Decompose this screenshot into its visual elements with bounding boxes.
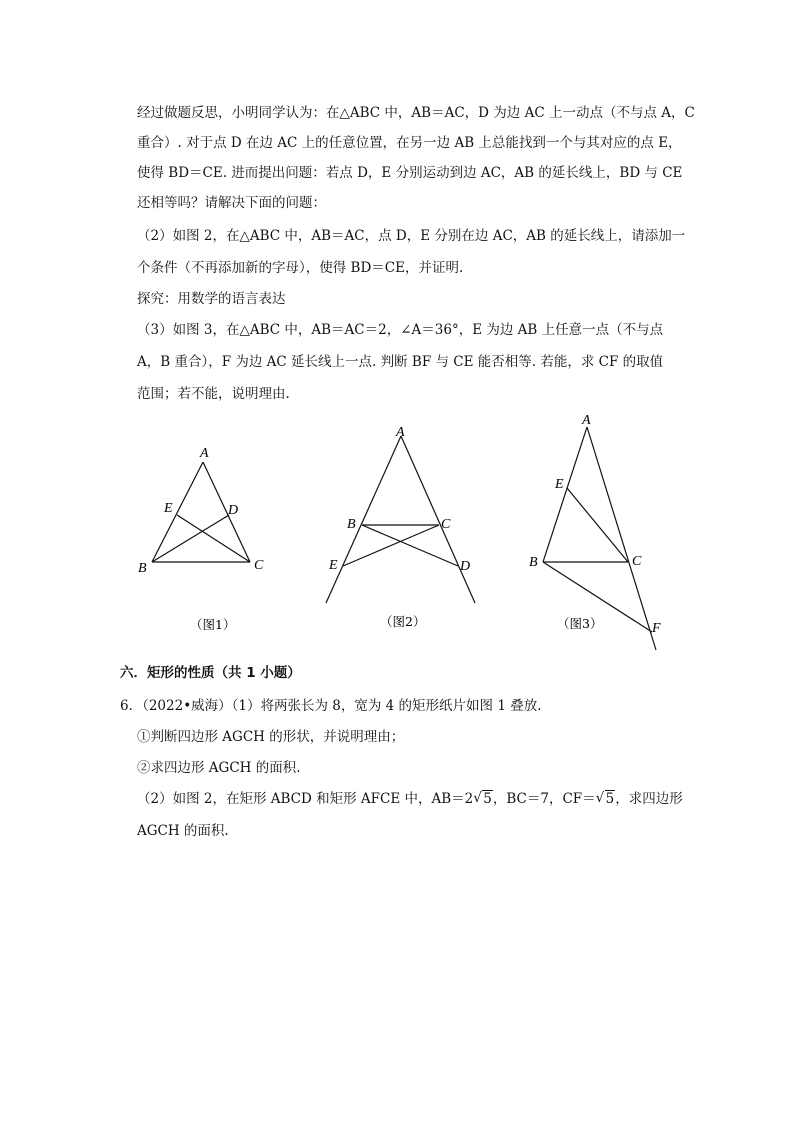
fig2-caption: （图2） xyxy=(380,614,426,629)
sqrt-5-b xyxy=(596,789,616,809)
text-line-5: （2）如图 2，在△ABC 中，AB＝AC，点 D，E 分别在边 AC，AB 的延长线上，请添加一 xyxy=(137,228,686,244)
problem-6-line-1: 6．（2022•威海）（1）将两张长为 8，宽为 4 的矩形纸片如图 1 叠放. xyxy=(120,698,542,714)
fig2-label-b: B xyxy=(347,517,356,532)
part-2-prefix: （2）如图 2，在矩形 ABCD 和矩形 AFCE 中，AB＝2 xyxy=(137,791,474,807)
text-line-4: 还相等吗？请解决下面的问题： xyxy=(137,195,326,211)
fig1-caption: （图1） xyxy=(190,617,236,632)
part-2-suffix: ，求四边形 xyxy=(615,791,683,807)
fig2-label-c: C xyxy=(441,517,451,532)
text-line-8: （3）如图 3，在△ABC 中，AB＝AC＝2，∠A＝36°，E 为边 AB 上任意一点（不与点 xyxy=(137,322,664,338)
fig3-label-f: F xyxy=(652,621,661,636)
text-line-9: A，B 重合），F 为边 AC 延长线上一点. 判断 BF 与 CE 能否相等. 若能，求 CF 的取值 xyxy=(137,354,664,370)
section-6-heading: 六．矩形的性质（共 1 小题） xyxy=(120,665,301,681)
fig1-label-b: B xyxy=(138,561,147,576)
text-line-10: 范围；若不能，说明理由. xyxy=(137,386,290,402)
fig2-label-d: D xyxy=(460,559,471,574)
fig1-label-d: D xyxy=(228,503,239,518)
text-line-2: 重合）. 对于点 D 在边 AC 上的任意位置，在另一边 AB 上总能找到一个与其对应的点 E， xyxy=(137,135,682,151)
fig2-label-a: A xyxy=(396,425,405,440)
fig3-label-a: A xyxy=(582,413,591,428)
sqrt-5-a-arg: 5 xyxy=(483,791,492,807)
problem-6-part-2 xyxy=(137,789,683,809)
fig1-label-e: E xyxy=(164,501,173,516)
text-line-1: 经过做题反思，小明同学认为：在△ABC 中，AB＝AC，D 为边 AC 上一动点（不与点 A，C xyxy=(137,105,695,121)
sqrt-5-a xyxy=(473,789,493,809)
text-line-6: 个条件（不再添加新的字母），使得 BD＝CE，并证明. xyxy=(137,260,464,276)
fig3-label-e: E xyxy=(555,477,564,492)
problem-6-item-2: ②求四边形 AGCH 的面积. xyxy=(137,760,301,776)
fig3-caption: （图3） xyxy=(557,616,603,631)
fig1-label-a: A xyxy=(200,446,209,461)
text-line-7: 探究：用数学的语言表达 xyxy=(137,291,286,307)
fig2-label-e: E xyxy=(329,558,338,573)
part-2-mid: ，BC＝7，CF＝ xyxy=(492,791,596,807)
fig3-label-c: C xyxy=(632,554,642,569)
text-line-3: 使得 BD＝CE. 进而提出问题：若点 D，E 分别运动到边 AC，AB 的延长线上，BD 与 CE xyxy=(137,165,683,181)
fig3-label-b: B xyxy=(529,555,538,570)
problem-6-part-2-line-2: AGCH 的面积. xyxy=(137,823,229,839)
sqrt-5-b-arg: 5 xyxy=(605,791,615,807)
problem-6-item-1: ①判断四边形 AGCH 的形状，并说明理由； xyxy=(137,729,405,745)
fig1-label-c: C xyxy=(254,558,264,573)
